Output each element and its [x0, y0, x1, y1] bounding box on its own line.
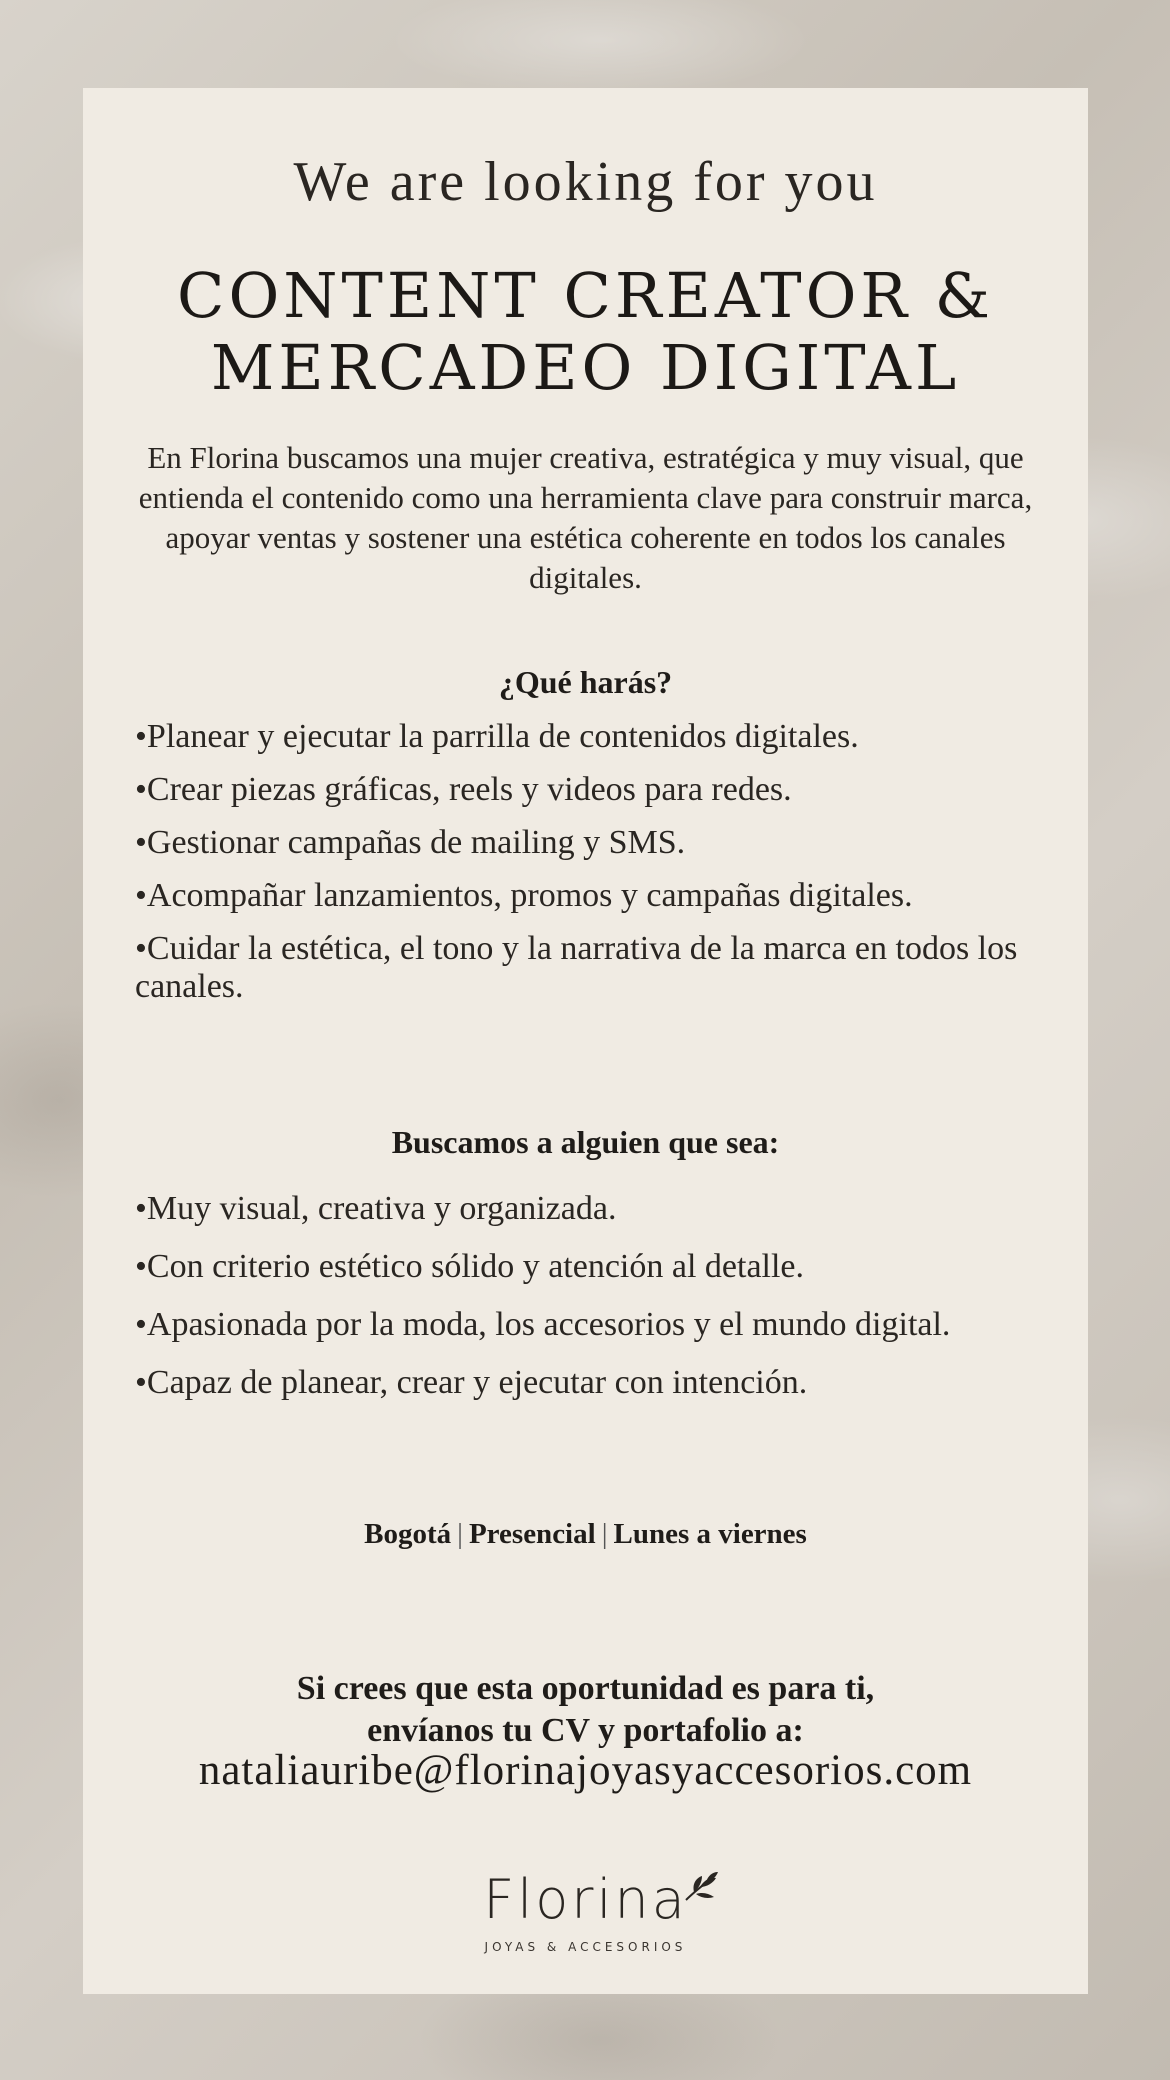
job-city: Bogotá [364, 1518, 452, 1550]
task-item: •Planear y ejecutar la parrilla de contenidos digitales. [135, 718, 859, 755]
profile-list [135, 1180, 1058, 1412]
brand-logo [83, 1870, 1088, 1954]
tasks-list [135, 718, 1058, 1021]
task-item: •Acompañar lanzamientos, promos y campañas digitales. [135, 877, 913, 914]
job-title-line-1: CONTENT CREATOR & [177, 259, 994, 332]
brand-logo-wordmark [483, 1870, 688, 1930]
intro-paragraph: En Florina buscamos una mujer creativa, estratégica y muy visual, que entienda el contenido como una herramienta clave para construir marca, apoyar ventas y sostener una estética coherente en todos los canales digitales. [138, 440, 1033, 595]
task-item: •Crear piezas gráficas, reels y videos para redes. [135, 771, 792, 808]
task-item: •Cuidar la estética, el tono y la narrativa de la marca en todos los canales. [135, 930, 1018, 1005]
profile-item: •Con criterio estético sólido y atención al detalle. [135, 1248, 805, 1285]
kicker-text: We are looking for you [293, 151, 878, 213]
job-schedule: Lunes a viernes [613, 1518, 807, 1550]
profile-item: •Muy visual, creativa y organizada. [135, 1190, 617, 1227]
cta-line-1: Si crees que esta oportunidad es para ti, [296, 1670, 875, 1707]
job-title [83, 260, 1088, 404]
profile-item: •Apasionada por la moda, los accesorios y el mundo digital. [135, 1306, 951, 1343]
details-separator: | [457, 1518, 463, 1550]
call-to-action [83, 1668, 1088, 1752]
job-mode: Presencial [468, 1518, 596, 1550]
job-poster-card [83, 88, 1088, 1994]
cta-line-2: envíanos tu CV y portafolio a: [367, 1712, 804, 1749]
brand-tagline: JOYAS & ACCESORIOS [484, 1940, 687, 1954]
profile-heading: Buscamos a alguien que sea: [391, 1124, 780, 1160]
leaf-icon [682, 1870, 722, 1904]
job-title-line-2: MERCADEO DIGITAL [210, 331, 961, 404]
profile-item: •Capaz de planear, crear y ejecutar con intención. [135, 1364, 808, 1401]
job-details [83, 1518, 1088, 1551]
contact-email: nataliauribe@florinajoyasyaccesorios.com [198, 1747, 973, 1794]
task-item: •Gestionar campañas de mailing y SMS. [135, 824, 686, 861]
brand-name: Florina [483, 1868, 688, 1931]
details-separator: | [601, 1518, 608, 1550]
tasks-heading: ¿Qué harás? [498, 664, 673, 700]
